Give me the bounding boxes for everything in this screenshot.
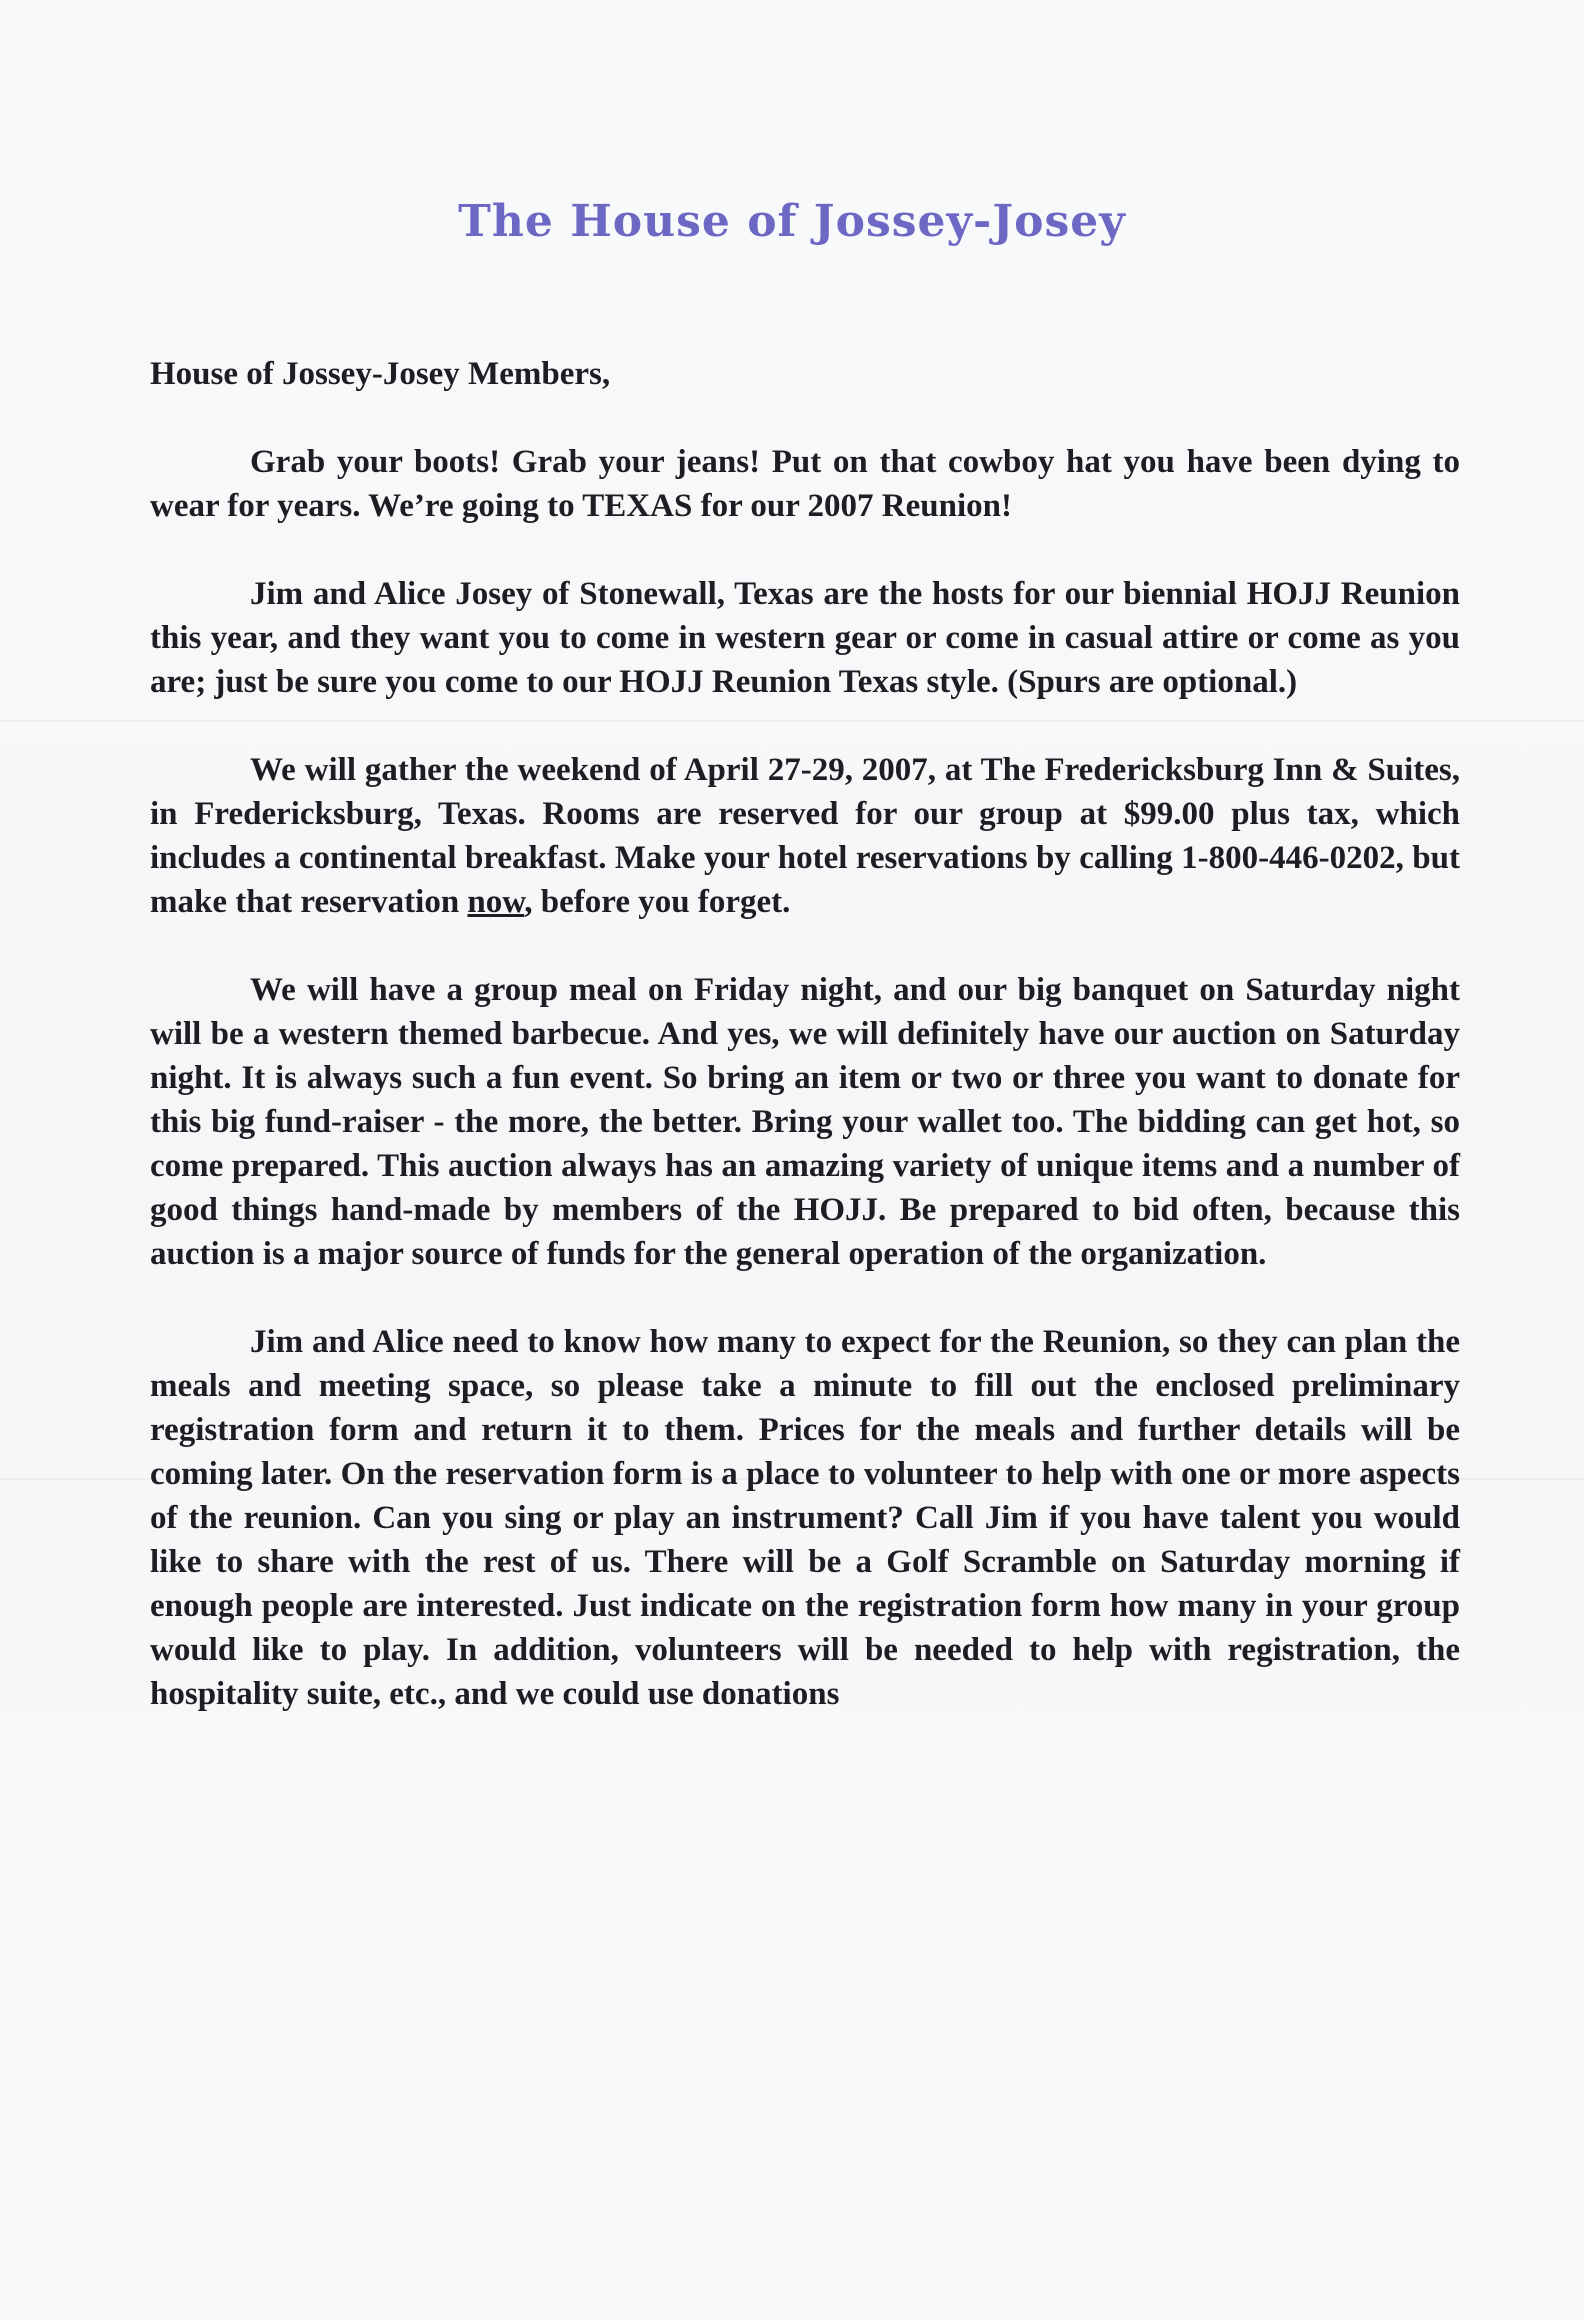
letterhead-title: The House of Jossey-Josey (458, 196, 1126, 247)
paragraph-hosts: Jim and Alice Josey of Stonewall, Texas are the hosts for our biennial HOJJ Reunion this year, and they want you to come in western gear or come in casual attire or come as you are; just be sure you come to our HOJJ Reunion Texas style. (Spurs are optional.) (150, 576, 1460, 700)
paragraph-boots: Grab your boots! Grab your jeans! Put on that cowboy hat you have been dying to wear for years. We’re going to TEXAS for our 2007 Reunion! (150, 444, 1460, 524)
underlined-now: now (467, 884, 525, 920)
salutation: House of Jossey-Josey Members, (150, 356, 611, 392)
paragraph-registration: Jim and Alice need to know how many to expect for the Reunion, so they can plan the meals and meeting space, so please take a minute to fill out the enclosed preliminary registration form and return it to them. Prices for the meals and further details will be coming later. On the reservation form is a place to volunteer to help with one or more aspects of the reunion. Can you sing or play an instrument? Call Jim if you have talent you would like to share with the rest of us. There will be a Golf Scramble on Saturday morning if enough people are interested. Just indicate on the registration form how many in your group would like to play. In addition, volunteers will be needed to help with registration, the hospitality suite, etc., and we could use donations (150, 1324, 1460, 1712)
paragraph-auction: We will have a group meal on Friday night, and our big banquet on Saturday night will be a western themed barbecue. And yes, we will definitely have our auction on Saturday night. It is always such a fun event. So bring an item or two or three you want to donate for this big fund-raiser - the more, the better. Bring your wallet too. The bidding can get hot, so come prepared. This auction always has an amazing variety of unique items and a number of good things hand-made by members of the HOJJ. Be prepared to bid often, because this auction is a major source of funds for the general operation of the organization. (150, 972, 1460, 1272)
paragraph-hotel (150, 748, 1460, 924)
hotel-text-start: We will gather the weekend of April 27-29, 2007, at The Fredericksburg Inn & Suites, in Fredericksburg, Texas. Rooms are reserved for our group at $99.00 plus tax, which includes a continental breakfast. Make your hotel reservations by calling 1-800-446-0202, but make that reservation (150, 752, 1460, 920)
hotel-text-end: , before you forget. (524, 884, 791, 920)
letter-body (150, 352, 1460, 1716)
